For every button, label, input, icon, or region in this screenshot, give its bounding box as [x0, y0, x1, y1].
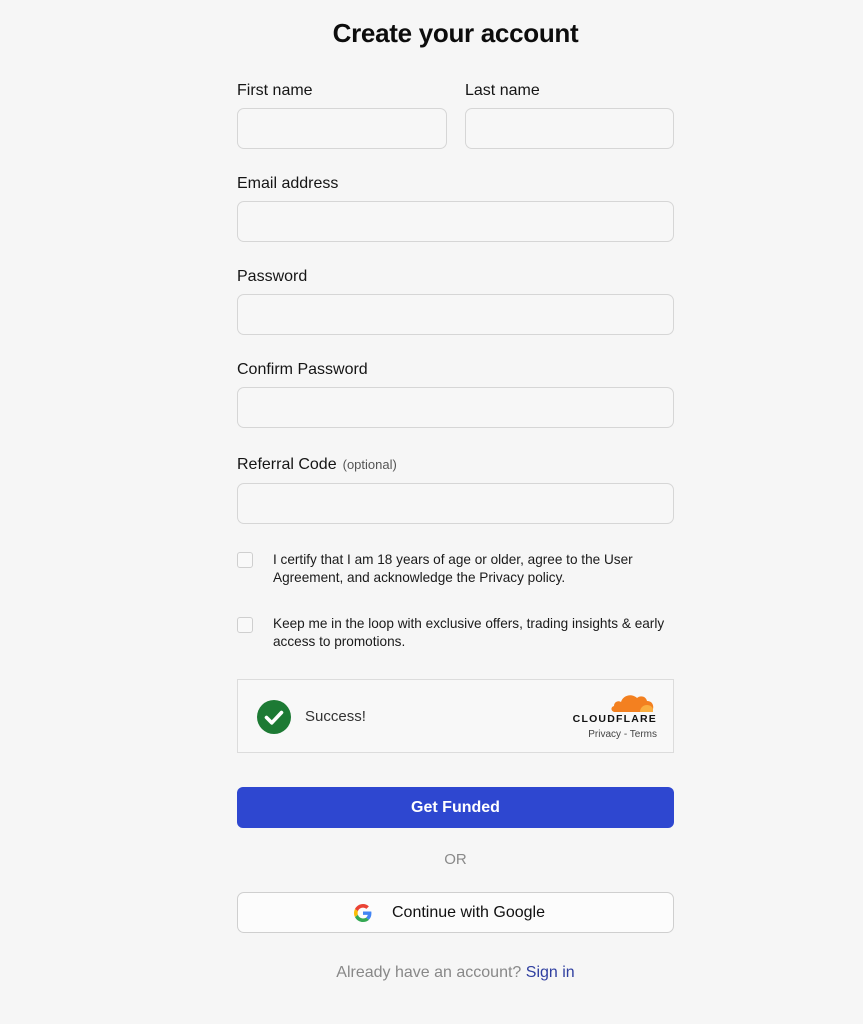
signin-prompt — [237, 964, 674, 982]
cloudflare-cloud-icon — [609, 692, 655, 714]
marketing-checkbox[interactable] — [237, 617, 253, 633]
certify-text: I certify that I am 18 years of age or older, agree to the User Agreement, and acknowledge the Privacy policy. — [273, 552, 633, 585]
captcha-widget — [237, 679, 674, 753]
captcha-links — [588, 729, 657, 740]
confirm-password-input[interactable] — [237, 387, 674, 428]
referral-code-label-text: Referral Code — [237, 456, 337, 473]
cloudflare-logo — [567, 692, 657, 740]
first-name-input[interactable] — [237, 108, 447, 149]
password-input[interactable] — [237, 294, 674, 335]
referral-code-input[interactable] — [237, 483, 674, 524]
terms-link[interactable]: Terms — [629, 729, 657, 740]
google-icon — [354, 904, 372, 922]
optional-hint: (optional) — [342, 457, 397, 472]
email-label: Email address — [237, 175, 339, 192]
email-input[interactable] — [237, 201, 674, 242]
sign-in-link[interactable]: Sign in — [525, 964, 575, 981]
last-name-label: Last name — [465, 82, 540, 99]
password-label: Password — [237, 268, 308, 285]
checkmark-circle-icon — [257, 700, 291, 734]
continue-with-google-button[interactable] — [237, 892, 674, 933]
page-title: Create your account — [332, 18, 579, 48]
captcha-status: Success! — [305, 708, 366, 725]
link-separator: - — [623, 729, 628, 740]
google-button-label: Continue with Google — [392, 904, 545, 921]
cloudflare-wordmark: CLOUDFLARE — [572, 713, 657, 725]
privacy-link[interactable]: Privacy — [588, 729, 622, 740]
get-funded-button[interactable]: Get Funded — [237, 787, 674, 828]
last-name-input[interactable] — [465, 108, 674, 149]
certify-checkbox[interactable] — [237, 552, 253, 568]
or-divider: OR — [444, 851, 467, 868]
certify-checkbox-row — [237, 551, 674, 591]
confirm-password-label: Confirm Password — [237, 361, 368, 378]
first-name-label: First name — [237, 82, 313, 99]
marketing-checkbox-row — [237, 615, 674, 655]
marketing-text: Keep me in the loop with exclusive offers, trading insights & early access to promotions. — [273, 616, 665, 649]
referral-code-label — [237, 456, 397, 474]
signin-prompt-text: Already have an account? — [336, 964, 522, 981]
